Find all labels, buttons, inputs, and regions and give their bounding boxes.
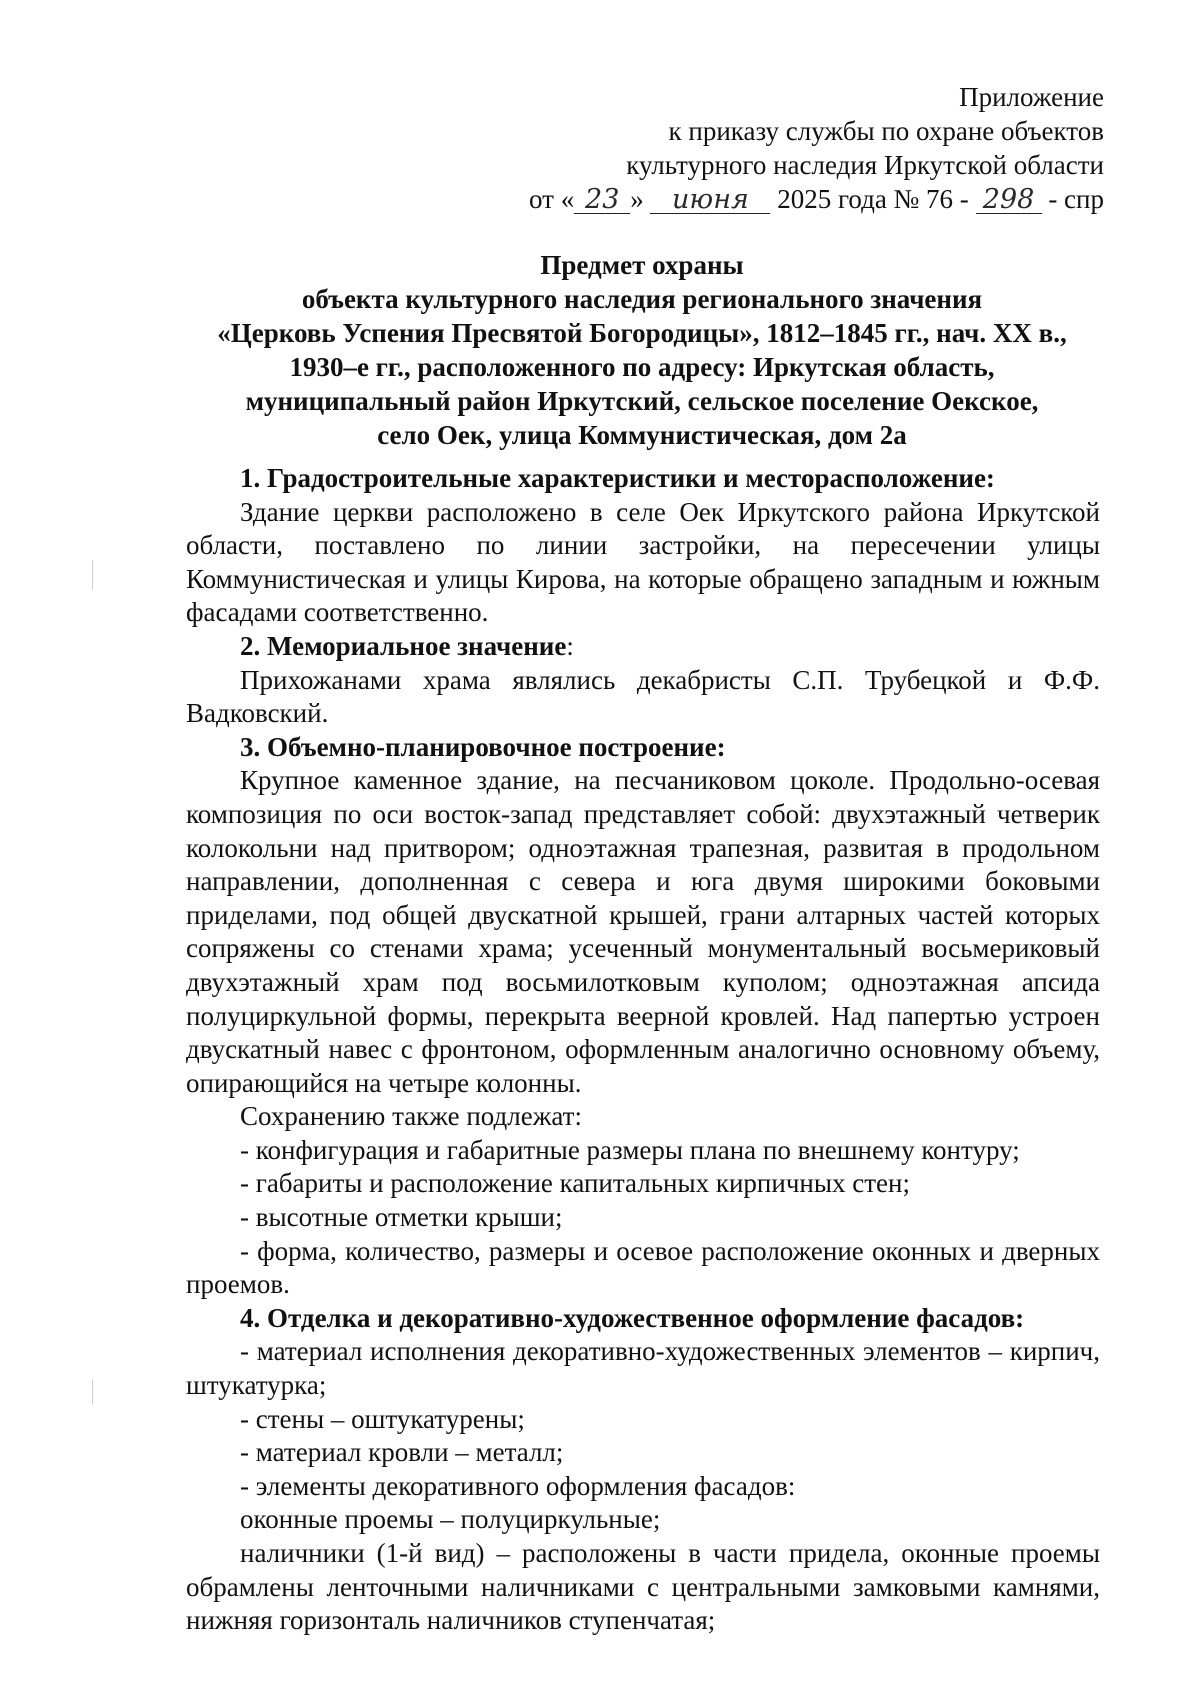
title-line: 1930–е гг., расположенного по адресу: Иркутская область,: [289, 352, 995, 382]
handwritten-order-number: 298: [976, 187, 1042, 214]
appendix-order-ref: к приказу службы по охране объектов: [668, 116, 1104, 146]
order-suffix: - спр: [1041, 184, 1104, 214]
title-line: село Оек, улица Коммунистическая, дом 2а: [377, 420, 907, 450]
appendix-authority: культурного наследия Иркутской области: [626, 150, 1104, 180]
section-heading-volume-planning: 3. Объемно-планировочное построение:: [240, 731, 726, 762]
document-title: [180, 248, 1104, 452]
list-item: - элементы декоративного оформления фасадов:: [240, 1470, 796, 1501]
list-item: - материал исполнения декоративно-художественных элементов – кирпич, штукатурка;: [186, 1336, 1100, 1401]
list-item: - стены – оштукатурены;: [240, 1403, 525, 1434]
list-item: - материал кровли – металл;: [240, 1437, 564, 1468]
section-text-urban-planning: Здание церкви расположено в селе Оек Иркутского района Иркутской области, поставлено по линии застройки, на пересечении улицы Коммунистическая и улицы Кирова, на которые обращено западным и южным фасадами соответственно.: [186, 496, 1100, 628]
section-heading-urban-planning: 1. Градостроительные характеристики и месторасположение:: [240, 463, 995, 493]
section-heading-memorial-text: 2. Мемориальное значение: [240, 630, 567, 661]
section-heading-facade-decoration: 4. Отделка и декоративно-художественное оформление фасадов:: [240, 1302, 1025, 1333]
list-item: - конфигурация и габаритные размеры плана по внешнему контуру;: [240, 1134, 1020, 1165]
section-text-memorial: Прихожанами храма являлись декабристы С.П. Трубецкой и Ф.Ф. Вадковский.: [186, 664, 1100, 729]
list-item: наличники (1-й вид) – расположены в части придела, оконные проемы обрамлены ленточными наличниками с центральными замковыми камнями, нижняя горизонталь наличников ступенчатая;: [186, 1538, 1100, 1636]
handwritten-month: июня: [650, 187, 770, 214]
list-item: - габариты и расположение капитальных кирпичных стен;: [240, 1168, 910, 1199]
section-heading-memorial-colon: :: [566, 630, 574, 661]
title-line: муниципальный район Иркутский, сельское поселение Оекское,: [245, 386, 1039, 416]
appendix-header: [464, 80, 1104, 216]
appendix-date-line: [464, 182, 1104, 216]
section-heading-memorial: [186, 630, 1100, 664]
title-line: Предмет охраны: [540, 250, 744, 280]
appendix-title: Приложение: [959, 82, 1104, 112]
title-line: объекта культурного наследия регионального значения: [301, 284, 983, 314]
handwritten-day: 23: [574, 187, 630, 214]
scan-edge-mark: [92, 1380, 93, 1404]
date-year-text: 2025 года № 76 -: [770, 184, 976, 214]
list-item: - форма, количество, размеры и осевое расположение оконных и дверных проемов.: [186, 1235, 1100, 1300]
section-text-volume-planning: Крупное каменное здание, на песчаниковом цоколе. Продольно-осевая композиция по оси восток-запад представляет собой: двухэтажный четверик колокольни над притвором; одноэтажная трапезная, развитая в продольном направлении, дополненная с севера и юга двумя широкими боковыми приделами, под общей двускатной крышей, грани алтарных частей которых сопряжены со стенами храма; усеченный монументальный восьмериковый двухэтажный храм под восьмилотковым куполом; одноэтажная апсида полуциркульной формы, перекрыта веерной кровлей. Над папертью устроен двускатный навес с фронтоном, оформленным аналогично основному объему, опирающийся на четыре колонны.: [186, 765, 1100, 1098]
list-item: оконные проемы – полуциркульные;: [240, 1504, 661, 1535]
date-mid: »: [630, 184, 651, 214]
scan-edge-mark: [92, 560, 93, 590]
title-line: «Церковь Успения Пресвятой Богородицы», 1812–1845 гг., нач. XX в.,: [217, 318, 1067, 348]
also-preserved-label: Сохранению также подлежат:: [240, 1101, 582, 1132]
list-item: - высотные отметки крыши;: [240, 1202, 563, 1233]
date-prefix: от «: [529, 184, 575, 214]
document-body: [186, 462, 1100, 1638]
